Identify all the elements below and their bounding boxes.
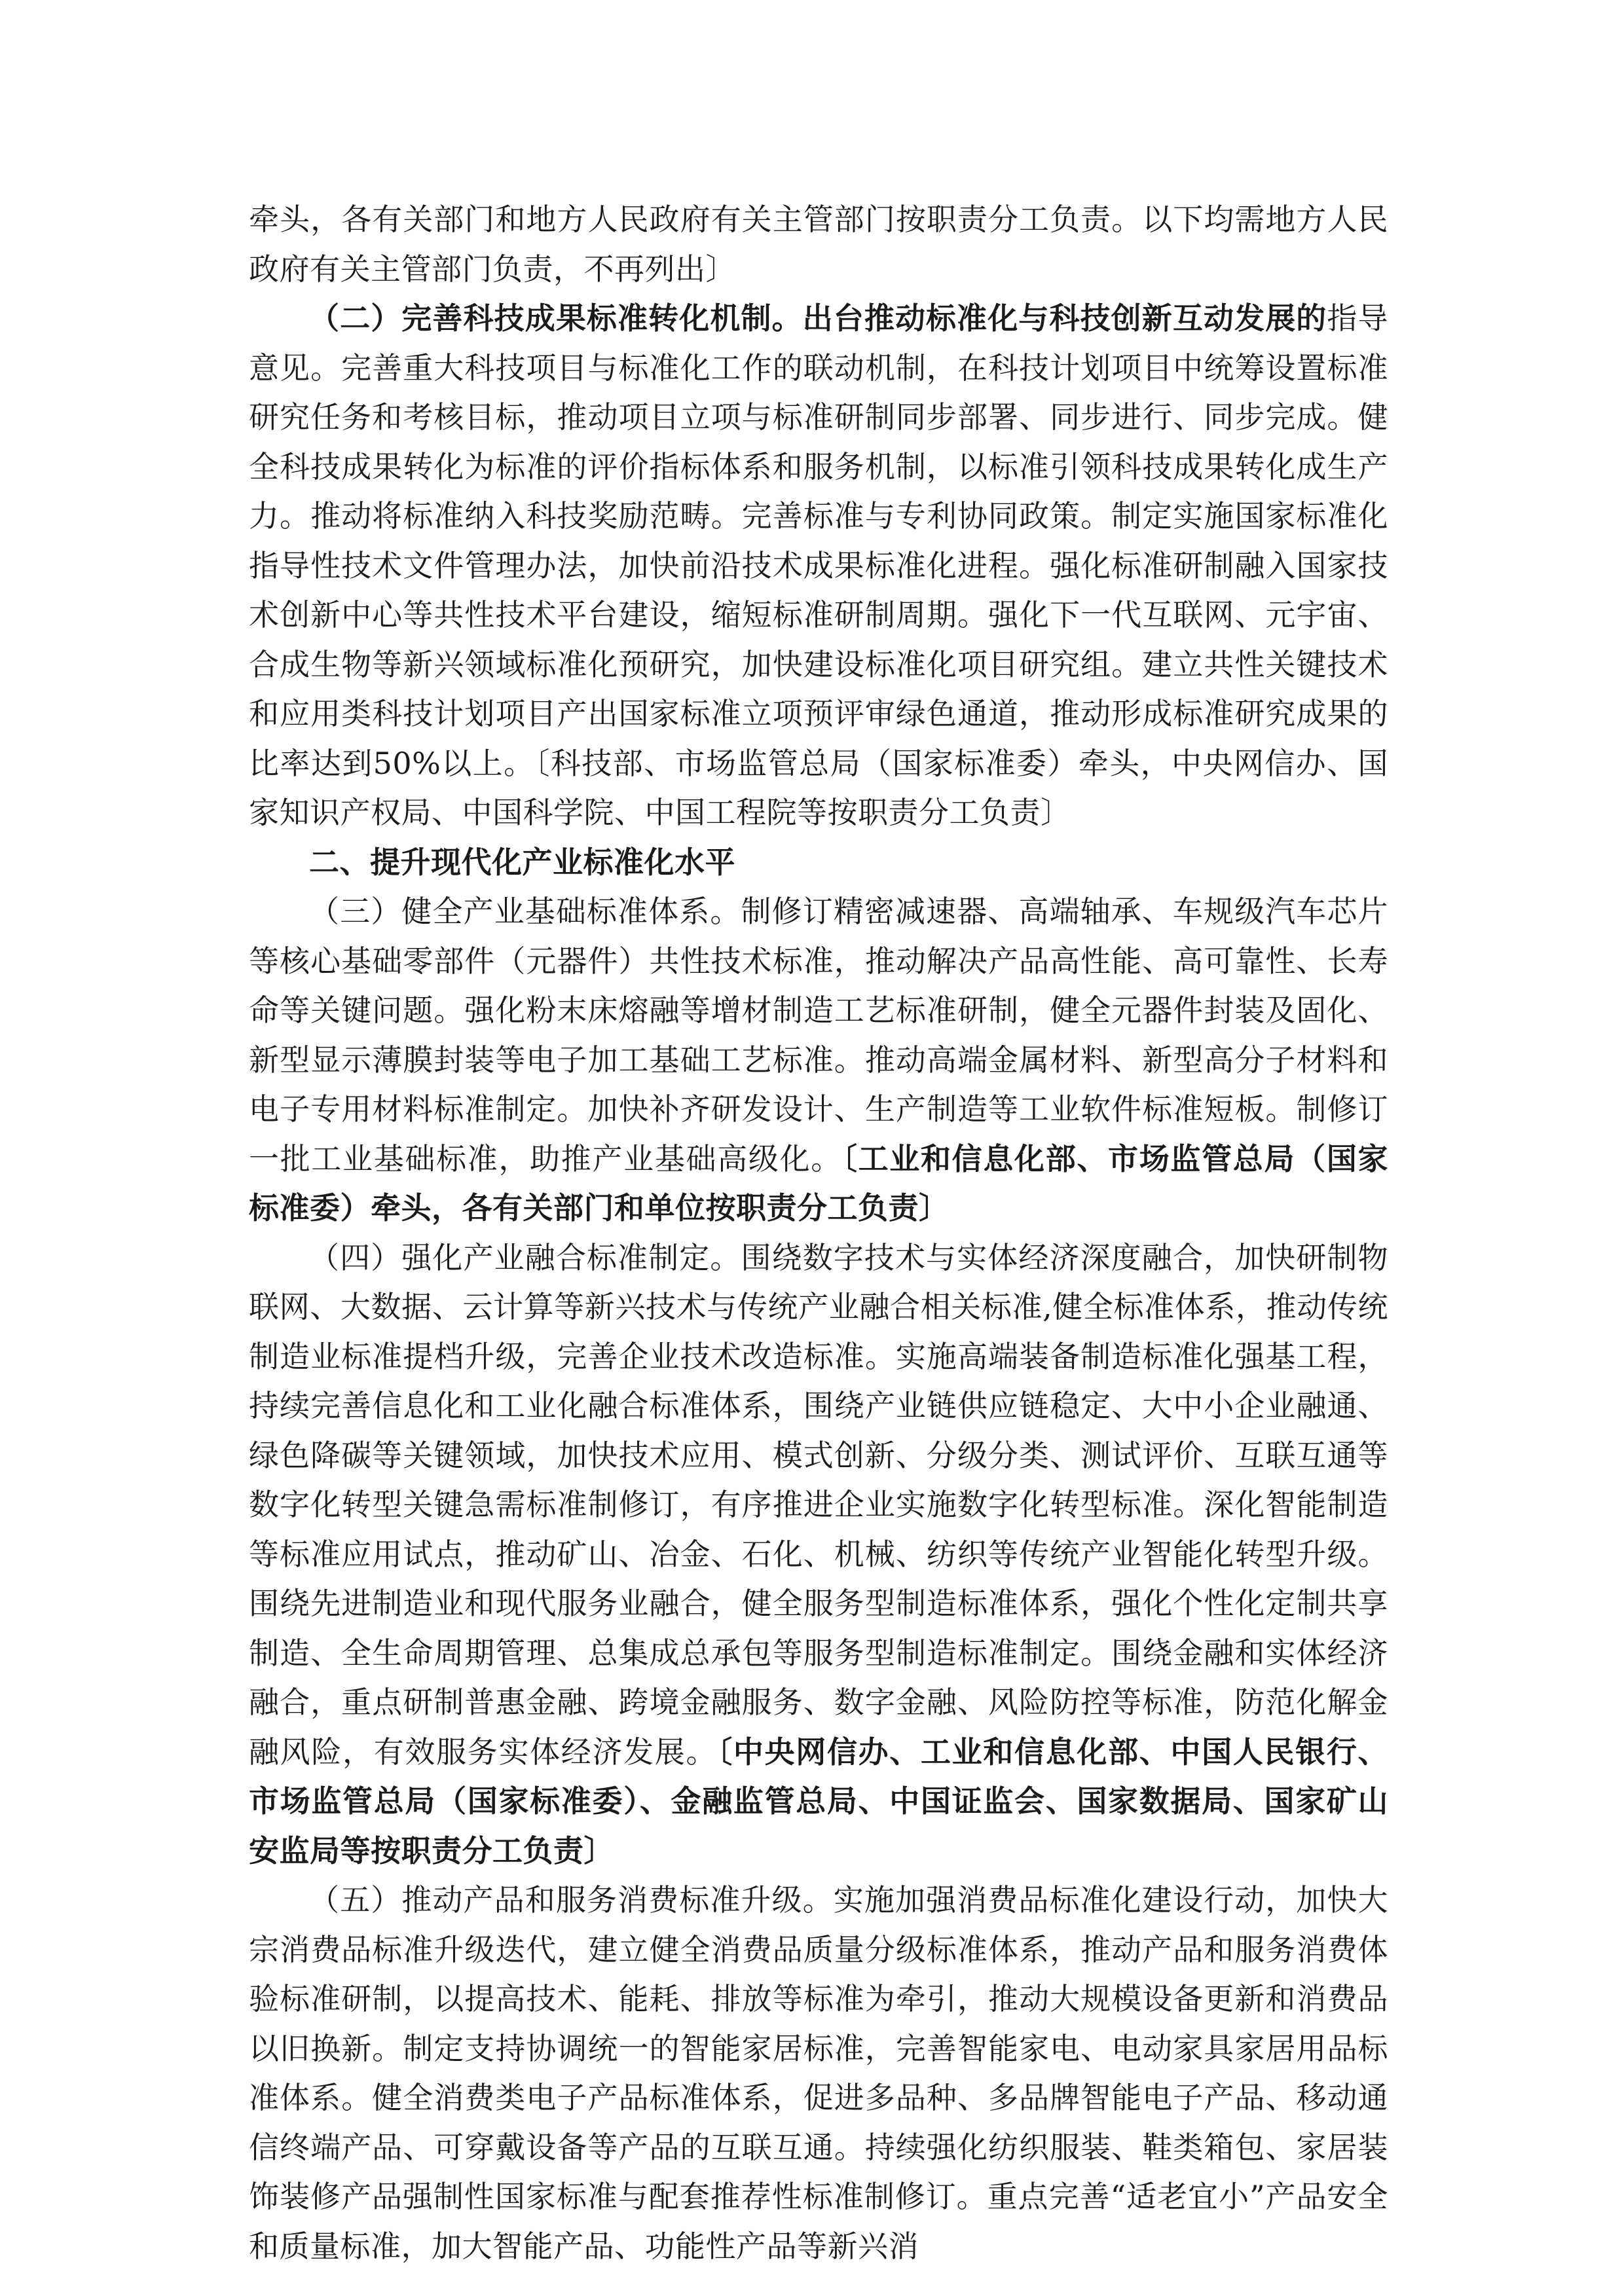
paragraph-section-2	[249, 294, 1388, 838]
section-heading-text: （二）完善科技成果标准转化机制。出台推动标准化与科技创新互动发展的	[309, 301, 1327, 336]
responsibility-note: 〔中央网信办、工业和信息化部、中国人民银行、市场监管总局（国家标准委）、金融监管总局、中国证监会、国家数据局、国家矿山安监局等按职责分工负责〕	[249, 1734, 1389, 1868]
chapter-heading	[249, 838, 1388, 888]
paragraph-text: 指导意见。完善重大科技项目与标准化工作的联动机制，在科技计划项目中统筹设置标准研究任务和考核目标，推动项目立项与标准研制同步部署、同步进行、同步完成。健全科技成果转化为标准的评价指标体系和服务机制，以标准引领科技成果转化成生产力。推动将标准纳入科技奖励范畴。完善标准与专利协同政策。制定实施国家标准化指导性技术文件管理办法，加快前沿技术成果标准化进程。强化标准研制融入国家技术创新中心等共性技术平台建设，缩短标准研制周期。强化下一代互联网、元宇宙、合成生物等新兴领域标准化预研究，加快建设标准化项目研究组。建立共性关键技术和应用类科技计划项目产出国家标准立项预评审绿色通道，推动形成标准研究成果的比率达到50%以上。〔科技部、市场监管总局（国家标准委）牵头，中央网信办、国家知识产权局、中国科学院、中国工程院等按职责分工负责〕	[249, 301, 1389, 830]
document-body	[249, 195, 1388, 2271]
paragraph-text: （五）推动产品和服务消费标准升级。实施加强消费品标准化建设行动，加快大宗消费品标准升级迭代，建立健全消费品质量分级标准体系，推动产品和服务消费体验标准研制，以提高技术、能耗、排放等标准为牵引，推动大规模设备更新和消费品以旧换新。制定支持协调统一的智能家居标准，完善智能家电、电动家具家居用品标准体系。健全消费类电子产品标准体系，促进多品种、多品牌智能电子产品、移动通信终端产品、可穿戴设备等产品的互联互通。持续强化纺织服装、鞋类箱包、家居装饰装修产品强制性国家标准与配套推荐性标准制修订。重点完善“适老宜小”产品安全和质量标准，加大智能产品、功能性产品等新兴消	[249, 1882, 1388, 2264]
paragraph-section-4	[249, 1233, 1388, 1876]
paragraph-section-5	[249, 1876, 1388, 2271]
paragraph-text: （四）强化产业融合标准制定。围绕数字技术与实体经济深度融合，加快研制物联网、大数据、云计算等新兴技术与传统产业融合相关标准,健全标准体系，推动传统制造业标准提档升级，完善企业技术改造标准。实施高端装备制造标准化强基工程，持续完善信息化和工业化融合标准体系，围绕产业链供应链稳定、大中小企业融通、绿色降碳等关键领域，加快技术应用、模式创新、分级分类、测试评价、互联互通等数字化转型关键急需标准制修订，有序推进企业实施数字化转型标准。深化智能制造等标准应用试点，推动矿山、冶金、石化、机械、纺织等传统产业智能化转型升级。围绕先进制造业和现代服务业融合，健全服务型制造标准体系，强化个性化定制共享制造、全生命周期管理、总集成总承包等服务型制造标准制定。围绕金融和实体经济融合，重点研制普惠金融、跨境金融服务、数字金融、风险防控等标准，防范化解金融风险，有效服务实体经济发展。	[249, 1239, 1388, 1770]
responsibility-note: 〔工业和信息化部、市场监管总局（国家标准委）牵头，各有关部门和单位按职责分工负责〕	[249, 1140, 1389, 1226]
chapter-heading-text: 二、提升现代化产业标准化水平	[309, 844, 735, 880]
paragraph-section-3	[249, 887, 1388, 1233]
paragraph-text: 牵头，各有关部门和地方人民政府有关主管部门按职责分工负责。以下均需地方人民政府有关主管部门负责，不再列出〕	[249, 202, 1388, 287]
paragraph-text: （三）健全产业基础标准体系。制修订精密减速器、高端轴承、车规级汽车芯片等核心基础零部件（元器件）共性技术标准，推动解决产品高性能、高可靠性、长寿命等关键问题。强化粉末床熔融等增材制造工艺标准研制，健全元器件封装及固化、新型显示薄膜封装等电子加工基础工艺标准。推动高端金属材料、新型高分子材料和电子专用材料标准制定。加快补齐研发设计、生产制造等工业软件标准短板。制修订一批工业基础标准，助推产业基础高级化。	[249, 894, 1388, 1176]
paragraph-continuation	[249, 195, 1388, 294]
